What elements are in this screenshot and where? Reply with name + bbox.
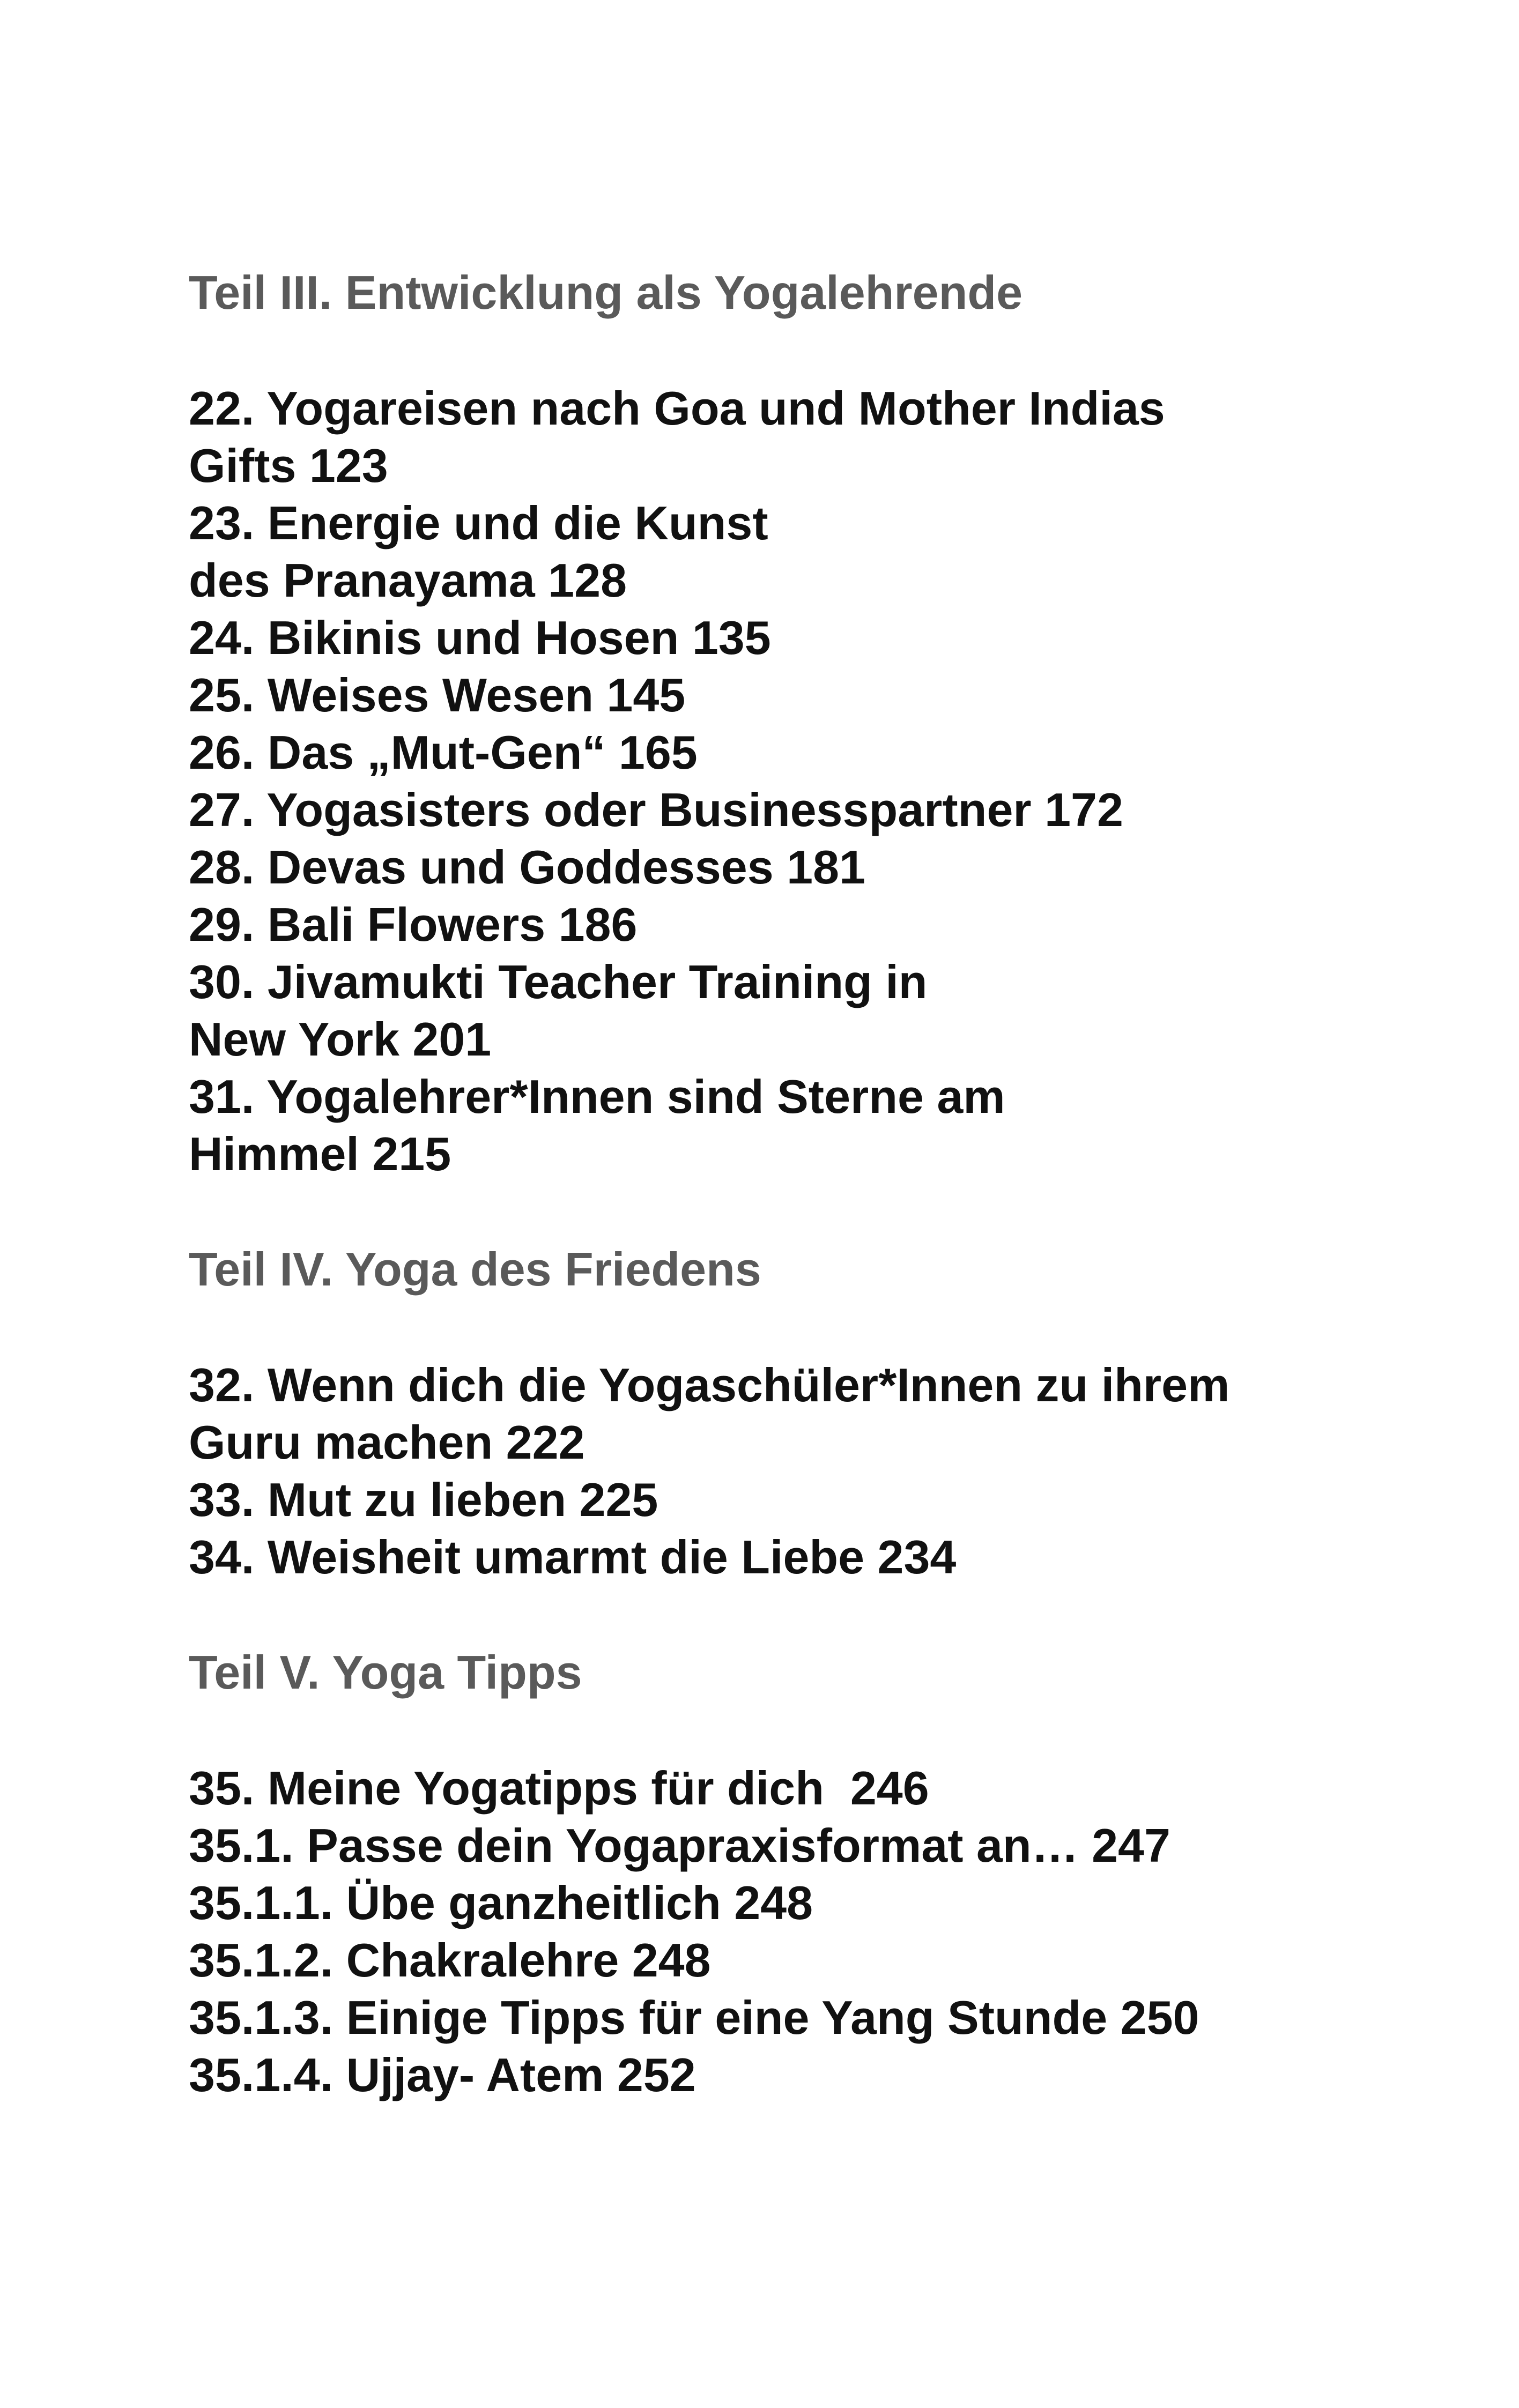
- toc-entry: 33. Mut zu lieben 225: [189, 1473, 658, 1526]
- toc-entry: 30. Jivamukti Teacher Training in New York 201: [189, 955, 928, 1066]
- part-3: [189, 264, 1422, 1183]
- toc-entry: 24. Bikinis und Hosen 135: [189, 611, 771, 664]
- toc-entry: 25. Weises Wesen 145: [189, 668, 686, 722]
- part-5: [189, 1644, 1422, 2104]
- toc-entry: 27. Yogasisters oder Businesspartner 172: [189, 783, 1123, 836]
- toc-entry: 28. Devas und Goddesses 181: [189, 841, 865, 894]
- toc-entry: 31. Yogalehrer*Innen sind Sterne am Himmel 215: [189, 1070, 1005, 1180]
- part-4: [189, 1240, 1422, 1586]
- entry-list: [189, 380, 1422, 1183]
- toc-entry: 22. Yogareisen nach Goa und Mother Indias Gifts 123: [189, 382, 1165, 492]
- toc-entry: 35. Meine Yogatipps für dich 246: [189, 1762, 929, 1815]
- toc-entry: 35.1.4. Ujjay- Atem 252: [189, 2048, 696, 2101]
- part-heading: Teil IV. Yoga des Friedens: [189, 1243, 761, 1296]
- toc-entry: 35.1.2. Chakralehre 248: [189, 1934, 711, 1987]
- toc-entry: 35.1. Passe dein Yogapraxisformat an… 247: [189, 1819, 1170, 1872]
- part-heading: Teil III. Entwicklung als Yogalehrende: [189, 266, 1023, 319]
- toc-entry: 32. Wenn dich die Yogaschüler*Innen zu ihrem Guru machen 222: [189, 1358, 1230, 1469]
- entry-list: [189, 1759, 1422, 2104]
- toc-entry: 29. Bali Flowers 186: [189, 898, 638, 951]
- toc-entry: 26. Das „Mut-Gen“ 165: [189, 726, 698, 779]
- toc-entry: 34. Weisheit umarmt die Liebe 234: [189, 1530, 957, 1584]
- toc-entry: 35.1.3. Einige Tipps für eine Yang Stunde 250: [189, 1991, 1199, 2044]
- entry-list: [189, 1356, 1422, 1586]
- toc-entry: 35.1.1. Übe ganzheitlich 248: [189, 1876, 813, 1929]
- table-of-contents: [189, 264, 1422, 2161]
- part-heading: Teil V. Yoga Tipps: [189, 1646, 582, 1699]
- toc-entry: 23. Energie und die Kunst des Pranayama 128: [189, 496, 768, 607]
